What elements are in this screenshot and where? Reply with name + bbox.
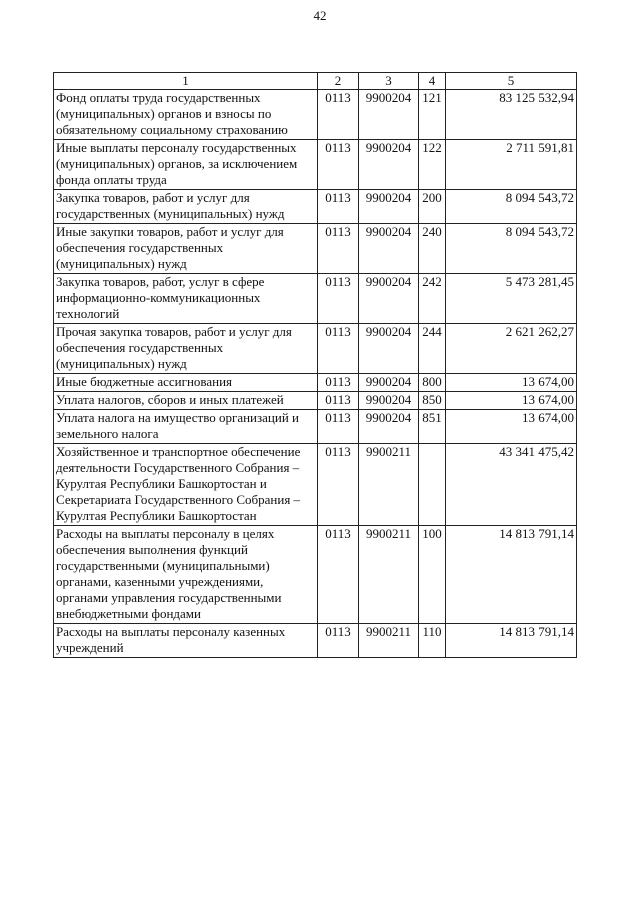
budget-table [53, 72, 577, 658]
row-section: 0113 [318, 392, 359, 410]
row-type: 122 [419, 140, 446, 190]
row-target: 9900204 [359, 224, 419, 274]
header-col-3: 3 [359, 73, 419, 90]
row-amount: 13 674,00 [446, 410, 577, 444]
row-section: 0113 [318, 526, 359, 624]
table-row [54, 392, 577, 410]
row-target: 9900204 [359, 140, 419, 190]
row-name: Фонд оплаты труда государственных (муниципальных) органов и взносы по обязательному социальному страхованию [54, 90, 318, 140]
row-type: 240 [419, 224, 446, 274]
table-row [54, 90, 577, 140]
table-header-row [54, 73, 577, 90]
row-section: 0113 [318, 140, 359, 190]
row-target: 9900204 [359, 392, 419, 410]
row-type: 100 [419, 526, 446, 624]
row-section: 0113 [318, 274, 359, 324]
row-name: Закупка товаров, работ, услуг в сфере информационно-коммуникационных технологий [54, 274, 318, 324]
row-type: 121 [419, 90, 446, 140]
row-target: 9900204 [359, 90, 419, 140]
table-row [54, 624, 577, 658]
row-target: 9900204 [359, 274, 419, 324]
row-target: 9900204 [359, 374, 419, 392]
table-row [54, 526, 577, 624]
row-section: 0113 [318, 624, 359, 658]
row-name: Хозяйственное и транспортное обеспечение деятельности Государственного Собрания – Курултая Республики Башкортостан и Секретариата Государственного Собрания – Курултая Республики Башкортостан [54, 444, 318, 526]
row-target: 9900204 [359, 324, 419, 374]
row-amount: 5 473 281,45 [446, 274, 577, 324]
table-row [54, 274, 577, 324]
row-type: 244 [419, 324, 446, 374]
row-name: Иные выплаты персоналу государственных (муниципальных) органов, за исключением фонда оплаты труда [54, 140, 318, 190]
row-type: 850 [419, 392, 446, 410]
row-name: Расходы на выплаты персоналу в целях обеспечения выполнения функций государственными (муниципальными) органами, казенными учреждениями, органами управления государственными внебюджетными фондами [54, 526, 318, 624]
row-section: 0113 [318, 324, 359, 374]
row-name: Уплата налогов, сборов и иных платежей [54, 392, 318, 410]
table-row [54, 410, 577, 444]
row-type [419, 444, 446, 526]
row-name: Иные закупки товаров, работ и услуг для обеспечения государственных (муниципальных) нужд [54, 224, 318, 274]
row-target: 9900204 [359, 190, 419, 224]
row-type: 110 [419, 624, 446, 658]
row-section: 0113 [318, 190, 359, 224]
table-row [54, 140, 577, 190]
row-target: 9900211 [359, 526, 419, 624]
row-target: 9900211 [359, 444, 419, 526]
row-type: 200 [419, 190, 446, 224]
table-row [54, 190, 577, 224]
table-row [54, 224, 577, 274]
row-amount: 43 341 475,42 [446, 444, 577, 526]
header-col-2: 2 [318, 73, 359, 90]
row-section: 0113 [318, 90, 359, 140]
row-section: 0113 [318, 374, 359, 392]
page-number: 42 [313, 8, 327, 23]
row-section: 0113 [318, 410, 359, 444]
row-amount: 14 813 791,14 [446, 526, 577, 624]
row-name: Прочая закупка товаров, работ и услуг для обеспечения государственных (муниципальных) нужд [54, 324, 318, 374]
row-amount: 8 094 543,72 [446, 224, 577, 274]
row-target: 9900211 [359, 624, 419, 658]
row-type: 851 [419, 410, 446, 444]
row-amount: 2 621 262,27 [446, 324, 577, 374]
row-amount: 14 813 791,14 [446, 624, 577, 658]
row-target: 9900204 [359, 410, 419, 444]
row-type: 242 [419, 274, 446, 324]
table-row [54, 374, 577, 392]
row-name: Закупка товаров, работ и услуг для государственных (муниципальных) нужд [54, 190, 318, 224]
table-row [54, 324, 577, 374]
row-amount: 2 711 591,81 [446, 140, 577, 190]
row-name: Расходы на выплаты персоналу казенных учреждений [54, 624, 318, 658]
row-amount: 8 094 543,72 [446, 190, 577, 224]
row-amount: 13 674,00 [446, 392, 577, 410]
row-amount: 83 125 532,94 [446, 90, 577, 140]
row-section: 0113 [318, 444, 359, 526]
row-amount: 13 674,00 [446, 374, 577, 392]
header-col-4: 4 [419, 73, 446, 90]
row-name: Иные бюджетные ассигнования [54, 374, 318, 392]
header-col-1: 1 [54, 73, 318, 90]
row-type: 800 [419, 374, 446, 392]
row-name: Уплата налога на имущество организаций и земельного налога [54, 410, 318, 444]
header-col-5: 5 [446, 73, 577, 90]
table-row [54, 444, 577, 526]
row-section: 0113 [318, 224, 359, 274]
